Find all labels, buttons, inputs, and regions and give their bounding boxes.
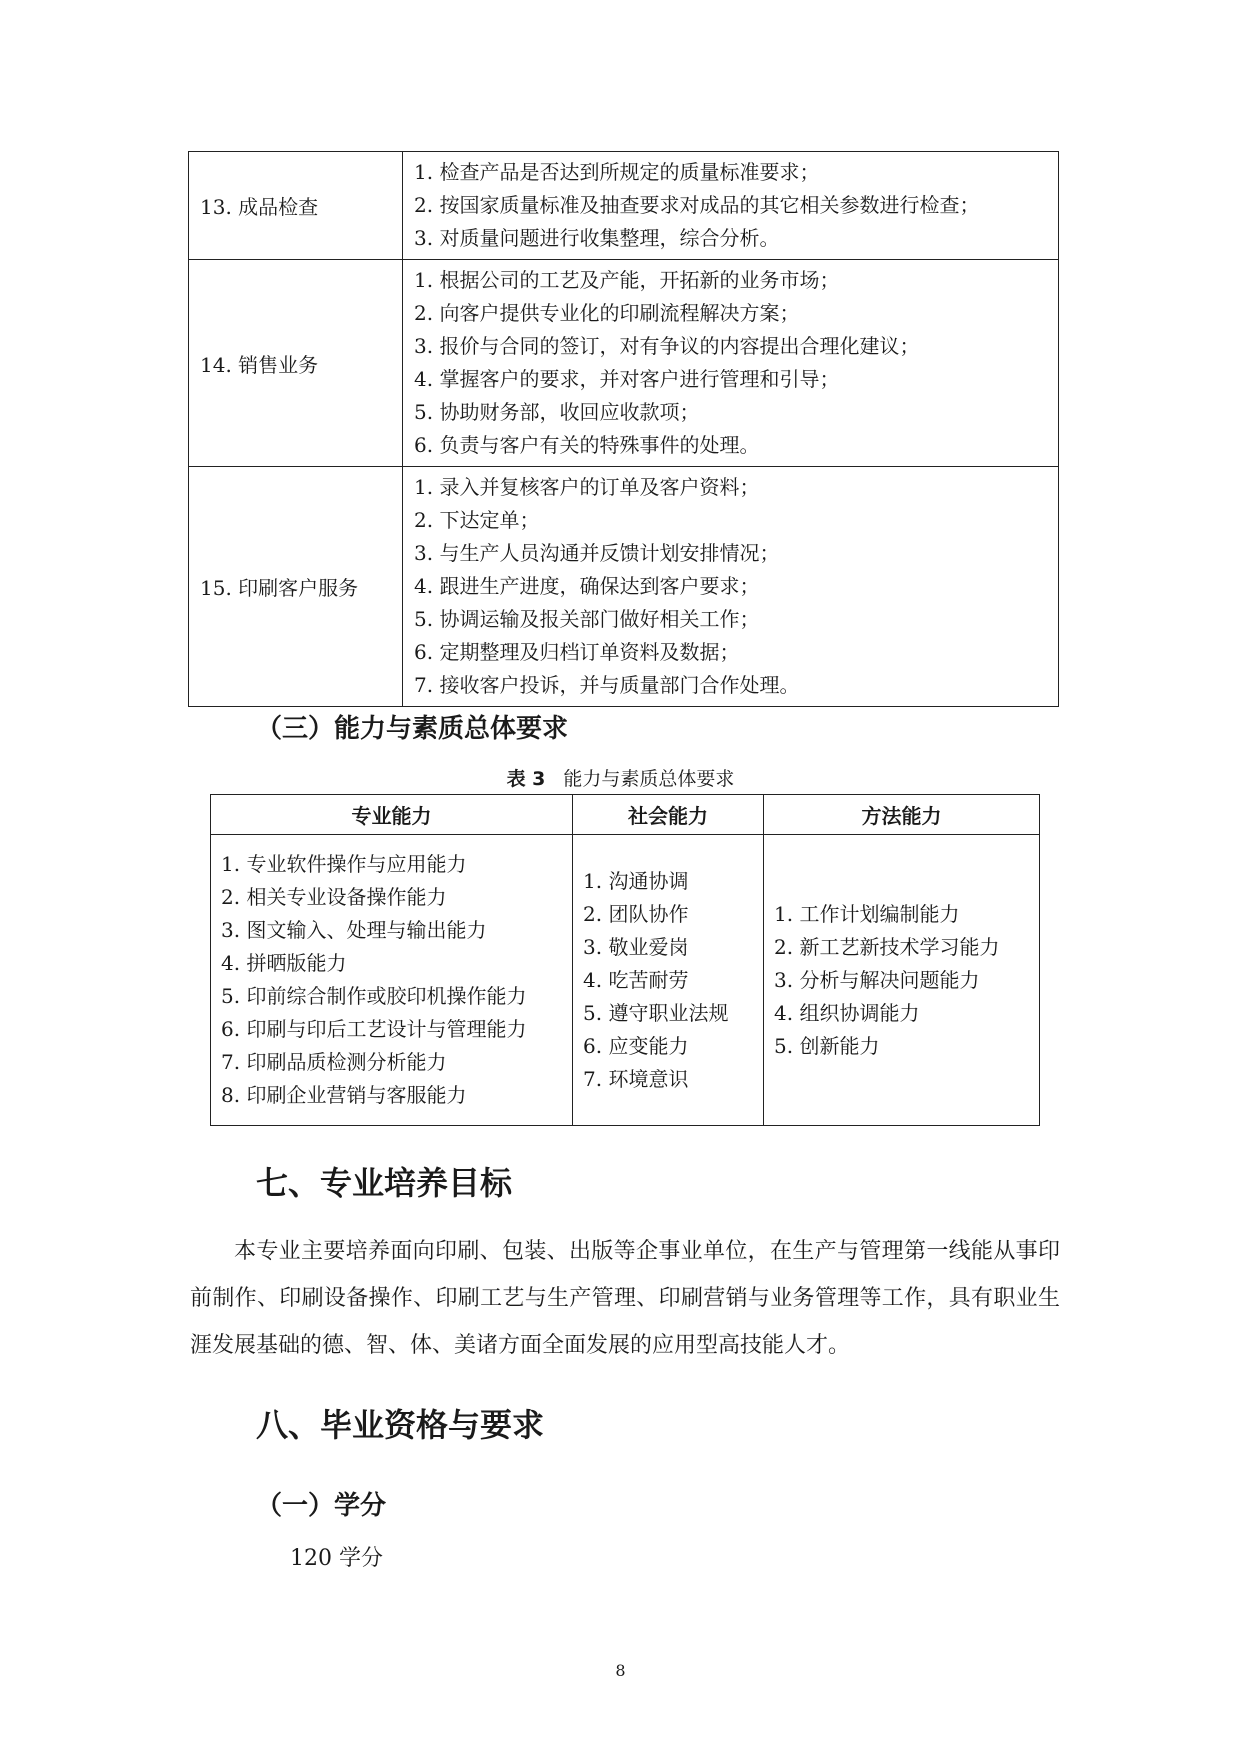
task-name: 13. 成品检查 <box>189 152 403 260</box>
method-abilities-cell <box>764 835 1040 1126</box>
list-item: 6. 负责与客户有关的特殊事件的处理。 <box>414 433 760 457</box>
table-row <box>211 835 1040 1126</box>
table-row <box>189 467 1059 707</box>
column-header-professional: 专业能力 <box>211 795 573 835</box>
table-header-row <box>211 795 1040 835</box>
list-item: 2. 新工艺新技术学习能力 <box>774 934 1000 959</box>
list-item: 3. 敬业爱岗 <box>583 934 689 959</box>
list-item: 8. 印刷企业营销与客服能力 <box>221 1083 467 1107</box>
list-item: 5. 协调运输及报关部门做好相关工作； <box>414 607 760 631</box>
column-header-method: 方法能力 <box>764 795 1040 835</box>
list-item: 2. 下达定单； <box>414 508 540 532</box>
list-item: 7. 接收客户投诉，并与质量部门合作处理。 <box>414 673 800 697</box>
list-item: 2. 按国家质量标准及抽查要求对成品的其它相关参数进行检查； <box>414 193 980 217</box>
objective-paragraph: 本专业主要培养面向印刷、包装、出版等企事业单位，在生产与管理第一线能从事印前制作、印刷设备操作、印刷工艺与生产管理、印刷营销与业务管理等工作，具有职业生涯发展基础的德、智、体、美诸方面全面发展的应用型高技能人才。 <box>190 1239 1060 1358</box>
table-caption <box>0 764 1241 791</box>
list-item: 5. 印前综合制作或胶印机操作能力 <box>221 984 527 1008</box>
ability-table <box>210 794 1040 1126</box>
list-item: 4. 组织协调能力 <box>774 1000 920 1025</box>
table-row <box>189 152 1059 260</box>
column-header-social: 社会能力 <box>573 795 764 835</box>
table-caption-number: 表 3 <box>506 768 546 790</box>
list-item: 2. 相关专业设备操作能力 <box>221 885 447 909</box>
list-item: 5. 协助财务部，收回应收款项； <box>414 400 700 424</box>
credits-value: 120 学分 <box>290 1546 383 1571</box>
section-8-heading: 八、毕业资格与要求 <box>256 1406 545 1444</box>
list-item: 5. 创新能力 <box>774 1033 880 1058</box>
list-item: 1. 专业软件操作与应用能力 <box>221 852 467 876</box>
task-items <box>403 152 1059 260</box>
list-item: 3. 报价与合同的签订，对有争议的内容提出合理化建议； <box>414 334 920 358</box>
list-item: 1. 根据公司的工艺及产能，开拓新的业务市场； <box>414 268 840 292</box>
section-3-heading: （三）能力与素质总体要求 <box>256 714 569 744</box>
list-item: 4. 拼晒版能力 <box>221 951 347 975</box>
list-item: 1. 工作计划编制能力 <box>774 901 960 926</box>
list-item: 1. 检查产品是否达到所规定的质量标准要求； <box>414 160 820 184</box>
list-item: 7. 印刷品质检测分析能力 <box>221 1050 447 1074</box>
list-item: 7. 环境意识 <box>583 1066 689 1091</box>
table-row <box>189 260 1059 467</box>
list-item: 4. 跟进生产进度，确保达到客户要求； <box>414 574 760 598</box>
list-item: 1. 录入并复核客户的订单及客户资料； <box>414 475 760 499</box>
list-item: 6. 应变能力 <box>583 1033 689 1058</box>
task-name: 15. 印刷客户服务 <box>189 467 403 707</box>
list-item: 3. 图文输入、处理与输出能力 <box>221 918 487 942</box>
task-table <box>188 151 1059 707</box>
list-item: 1. 沟通协调 <box>583 868 689 893</box>
task-items <box>403 467 1059 707</box>
list-item: 3. 与生产人员沟通并反馈计划安排情况； <box>414 541 780 565</box>
list-item: 3. 对质量问题进行收集整理，综合分析。 <box>414 226 780 250</box>
social-abilities-cell <box>573 835 764 1126</box>
list-item: 2. 团队协作 <box>583 901 689 926</box>
task-name: 14. 销售业务 <box>189 260 403 467</box>
task-items <box>403 260 1059 467</box>
credits-subheading: （一）学分 <box>256 1491 387 1521</box>
table-caption-title: 能力与素质总体要求 <box>563 768 735 790</box>
list-item: 4. 掌握客户的要求，并对客户进行管理和引导； <box>414 367 840 391</box>
list-item: 6. 印刷与印后工艺设计与管理能力 <box>221 1017 527 1041</box>
list-item: 4. 吃苦耐劳 <box>583 967 689 992</box>
section-7-heading: 七、专业培养目标 <box>256 1164 513 1202</box>
list-item: 5. 遵守职业法规 <box>583 1000 729 1025</box>
list-item: 3. 分析与解决问题能力 <box>774 967 980 992</box>
list-item: 2. 向客户提供专业化的印刷流程解决方案； <box>414 301 800 325</box>
professional-abilities-cell <box>211 835 573 1126</box>
page-number: 8 <box>615 1661 626 1680</box>
list-item: 6. 定期整理及归档订单资料及数据； <box>414 640 740 664</box>
